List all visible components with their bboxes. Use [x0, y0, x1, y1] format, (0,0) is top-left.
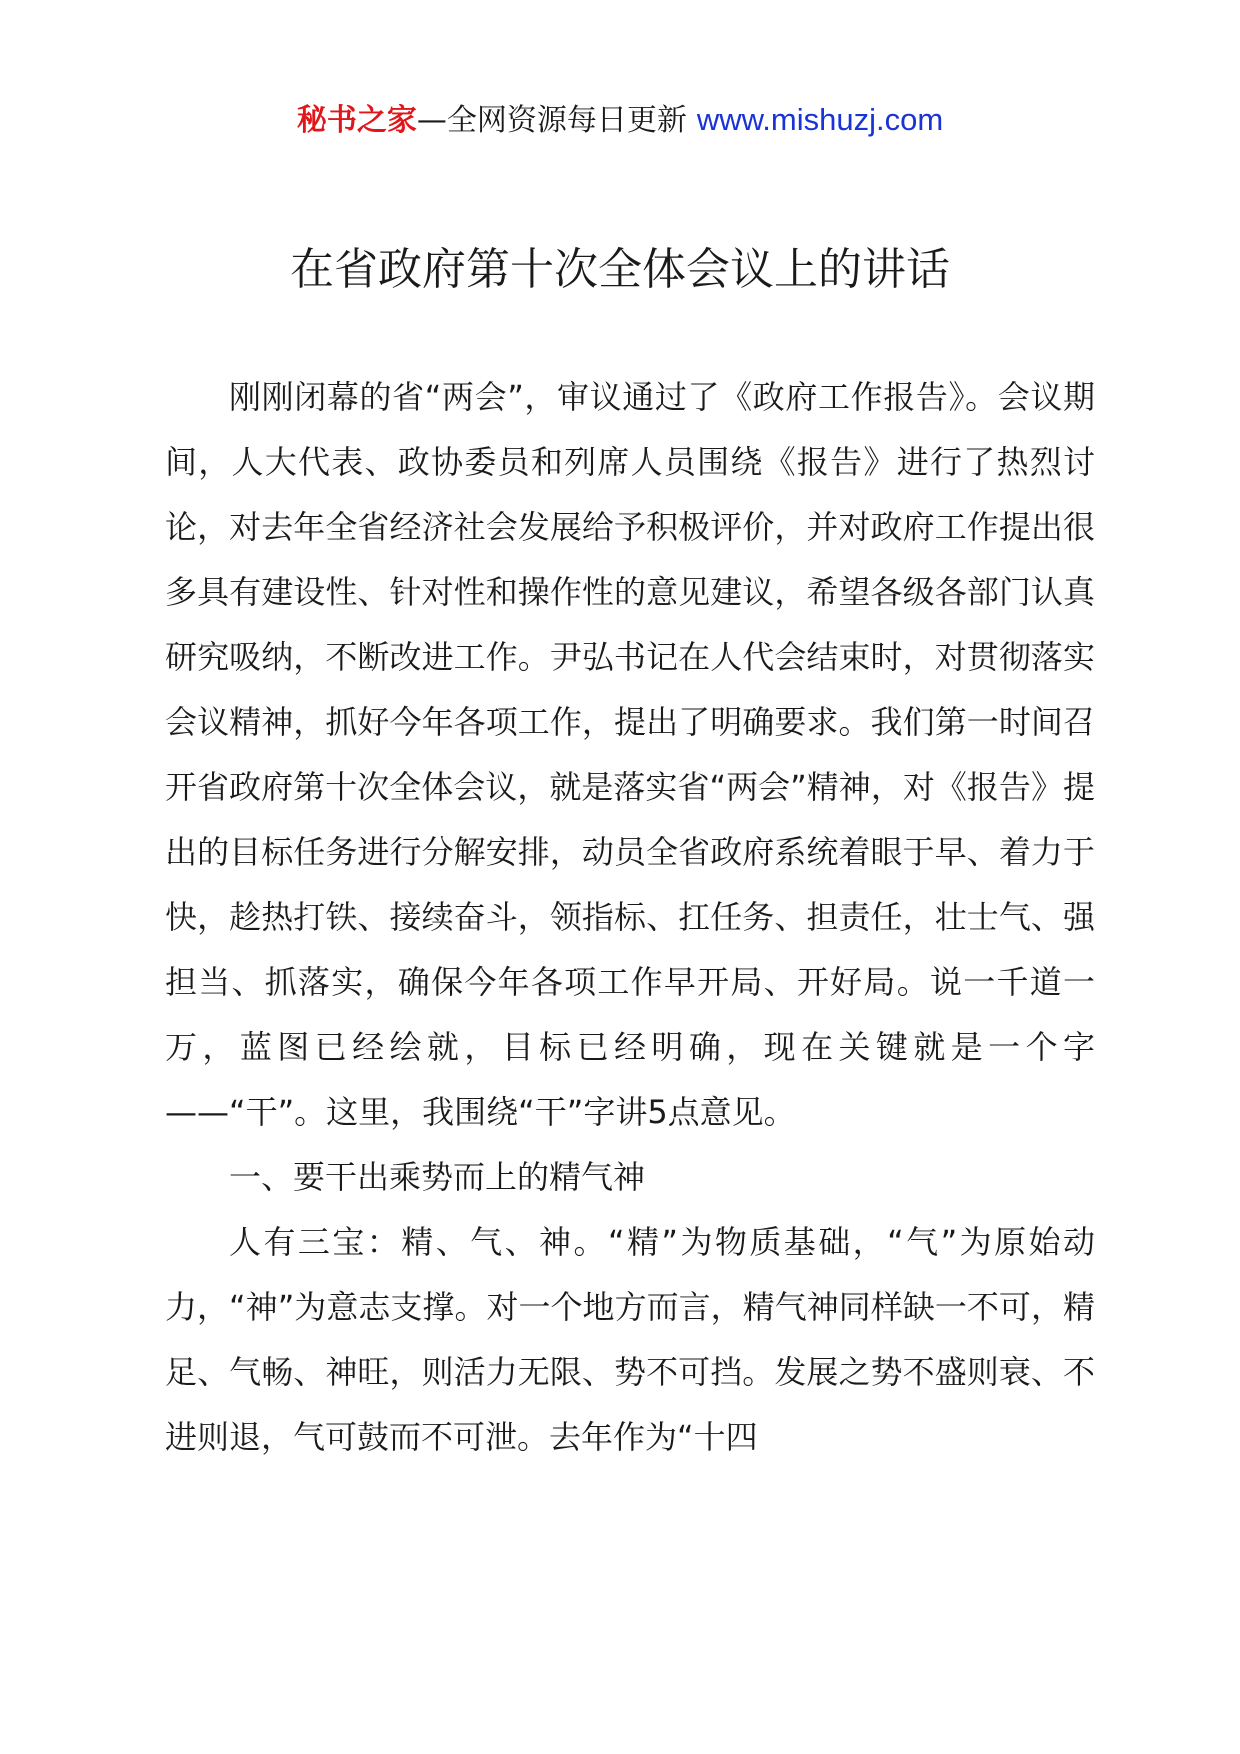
document-body — [165, 365, 1095, 1470]
section-heading: 一、要干出乘势而上的精气神 — [229, 1158, 646, 1196]
body-paragraph: 刚刚闭幕的省“两会”，审议通过了《政府工作报告》。会议期间，人大代表、政协委员和列席人员围绕《报告》进行了热烈讨论，对去年全省经济社会发展给予积极评价，并对政府工作提出很多具有建设性、针对性和操作性的意见建议，希望各级各部门认真研究吸纳，不断改进工作。尹弘书记在人代会结束时，对贯彻落实会议精神，抓好今年各项工作，提出了明确要求。我们第一时间召开省政府第十次全体会议，就是落实省“两会”精神，对《报告》提出的目标任务进行分解安排，动员全省政府系统着眼于早、着力于快，趁热打铁、接续奋斗，领指标、扛任务、担责任，壮士气、强担当、抓落实，确保今年各项工作早开局、开好局。说一千道一万，蓝图已经绘就，目标已经明确，现在关键就是一个字——“干”。这里，我围绕“干”字讲5点意见。 — [165, 378, 1095, 1131]
brand-name: 秘书之家 — [296, 103, 417, 138]
site-tagline: —全网资源每日更新 — [416, 103, 687, 138]
document-title: 在省政府第十次全体会议上的讲话 — [290, 244, 950, 295]
site-header — [0, 100, 1240, 141]
site-url-link[interactable]: www.mishuzj.com — [696, 102, 944, 137]
body-paragraph: 人有三宝：精、气、神。“精”为物质基础，“气”为原始动力，“神”为意志支撑。对一个地方而言，精气神同样缺一不可，精足、气畅、神旺，则活力无限、势不可挡。发展之势不盛则衰、不进则退，气可鼓而不可泄。去年作为“十四 — [165, 1223, 1095, 1456]
